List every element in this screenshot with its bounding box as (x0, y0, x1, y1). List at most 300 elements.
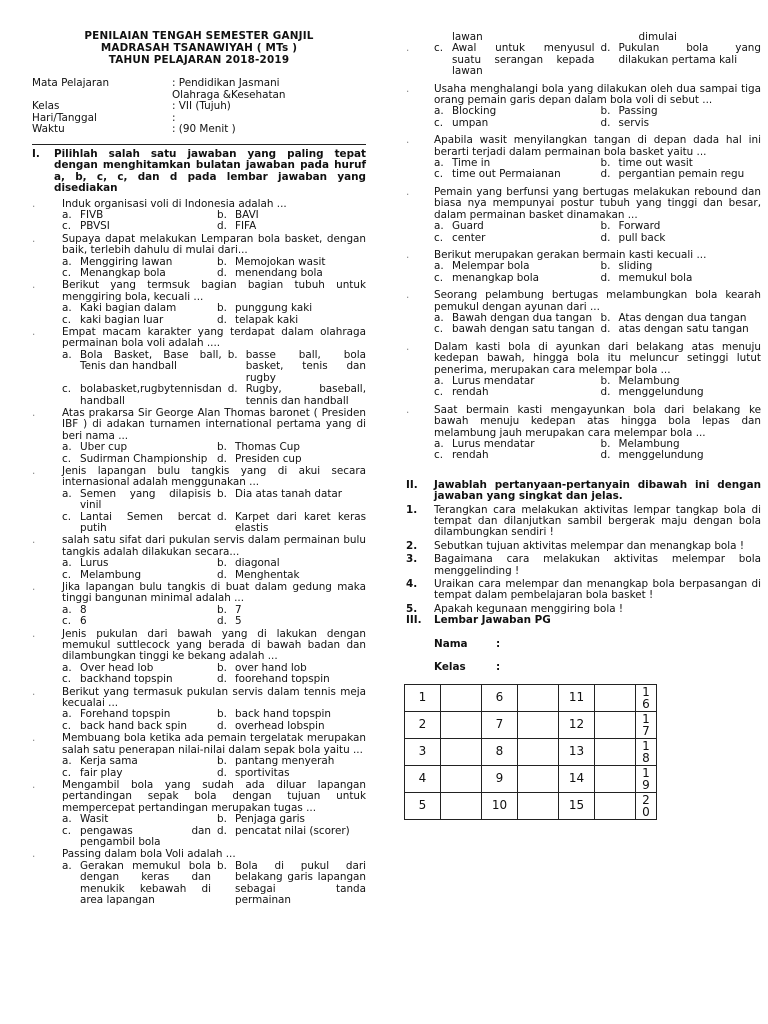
answer-option (217, 442, 366, 453)
grid-number: 5 (405, 792, 441, 819)
answer-options (434, 106, 761, 129)
question-text: Atas prakarsa Sir George Alan Thomas baronet ( Presiden IBF ) di adakan turnamen international pertama yang di beri nama ... (62, 406, 366, 442)
question-item (406, 290, 761, 336)
grid-number: 13 (559, 738, 595, 765)
question-text: Berikut merupakan gerakan bermain kasti kecuali ... (434, 248, 707, 261)
info-row (32, 78, 366, 90)
answer-option (434, 450, 595, 461)
option-letter: a. (62, 348, 72, 361)
option-text: umpan (452, 116, 489, 129)
option-letter: c. (434, 168, 444, 181)
grid-number (636, 738, 657, 765)
answer-box[interactable] (518, 792, 559, 819)
question-text: Usaha menghalangi bola yang dilakukan oleh dua sampai tiga orang pemain garis depan dalam bola voli di sebut ... (434, 82, 761, 107)
answer-box[interactable] (595, 738, 636, 765)
option-text: Lurus mendatar (452, 438, 535, 450)
bullet-mark: . (32, 534, 36, 547)
answer-option (434, 43, 595, 77)
grid-number-stacked: 1 6 (642, 684, 650, 711)
option-text: Memojokan wasit (235, 255, 326, 268)
answer-option (601, 261, 762, 272)
option-text: Gerakan memukul bola dengan keras dan menukik kebawah di area lapangan (80, 859, 211, 906)
answer-options (62, 663, 366, 686)
answer-box[interactable] (441, 738, 482, 765)
option-letter: a. (62, 255, 72, 268)
option-letter: b. (600, 105, 611, 118)
option-letter: b. (600, 260, 611, 273)
option-text: Melambung (618, 374, 680, 387)
option-letter: b. (217, 302, 227, 315)
question-text: Jenis pukulan dari bawah yang di lakukan dengan memukul suttlecock yang berada di bawah badan dan dilambungkan tinggi ke bekang adalah ... (62, 627, 366, 663)
option-text: Karpet dari karet keras elastis (235, 510, 366, 534)
answer-option (62, 674, 211, 685)
option-text: Menangkap bola (80, 267, 166, 280)
answer-option (228, 350, 366, 384)
option-letter: d. (600, 271, 611, 284)
option-text: PBVSI (80, 220, 110, 233)
grid-number: 1 (405, 684, 441, 711)
option-letter: c. (62, 824, 72, 837)
bullet-mark: . (32, 406, 36, 419)
option-letter: a. (434, 311, 444, 324)
option-letter: b. (217, 255, 227, 268)
answer-box[interactable] (441, 792, 482, 819)
answer-options (434, 221, 761, 244)
option-letter: a. (62, 859, 72, 872)
grid-number (636, 711, 657, 738)
section-1-instruction: I. Pilihlah salah satu jawaban yang paling tepat dengan menghitamkan bulatan jawaban pada huruf a, b, c, c, dan d pada lembar jawaban yang disediakan (32, 147, 366, 195)
answer-box[interactable] (518, 738, 559, 765)
option-text: telapak kaki (235, 313, 299, 326)
question-text: Dalam kasti bola di ayunkan dari belakang atas menuju kedepan bawah, hingga bola itu meluncur setinggi lutut penerima, merupakan cara melempar bola ... (434, 340, 761, 376)
option-text: Guard (452, 220, 484, 233)
option-text: time out wasit (618, 157, 693, 170)
option-letter: a. (62, 209, 72, 221)
question-text: Pemain yang berfunsi yang bertugas melakukan rebound dan biasa nya mempunyai postur tubuh yang tinggi dan besar, dalam permainan basket dinamakan ... (434, 185, 761, 221)
question-text: Jika lapangan bulu tangkis di buat dalam gedung maka tinggi bangunan minimal adalah ... (62, 581, 366, 605)
answer-box[interactable] (441, 684, 482, 711)
answer-grid (404, 684, 657, 820)
option-text: pencatat nilai (scorer) (235, 824, 350, 837)
option-text: Rugby, baseball, tennis dan handball (245, 383, 366, 407)
answer-option (434, 261, 595, 272)
questions-left (32, 199, 366, 907)
option-letter: d. (217, 719, 227, 732)
answer-option (601, 221, 762, 232)
info-row (32, 124, 366, 136)
answer-option (62, 721, 211, 732)
bullet-mark: . (406, 185, 410, 198)
question-item (32, 327, 366, 407)
option-text: Semen yang dilapisis vinil (80, 487, 211, 512)
question-text: Seorang pelambung bertugas melambungkan bola kearah pemukul dengan ayunan dari ... (434, 289, 761, 313)
essay-item (406, 505, 761, 539)
option-text: Menggiring lawan (80, 255, 173, 268)
answer-box[interactable] (595, 765, 636, 792)
option-text: Lantai Semen bercat putih (80, 510, 211, 534)
question-item (32, 466, 366, 534)
option-text: over hand lob (235, 661, 307, 674)
answer-box[interactable] (518, 765, 559, 792)
grid-number-stacked: 2 0 (642, 792, 650, 819)
answer-option (601, 387, 762, 398)
option-letter: c. (434, 386, 444, 399)
answer-options (62, 442, 366, 465)
option-letter: d. (217, 313, 227, 326)
answer-option (601, 118, 762, 129)
question-text: Berikut yang termasuk pukulan servis dalam tennis meja kecualai ... (62, 685, 366, 710)
essay-number: 4. (406, 578, 418, 591)
answer-option (62, 756, 211, 767)
option-text: atas dengan satu tangan (618, 323, 749, 336)
option-letter: d. (217, 220, 227, 233)
option-text: Forehand topspin (80, 708, 171, 721)
question-text: Jenis lapangan bulu tangkis yang di akui secara internasional adalah menggunakan ... (62, 464, 366, 489)
answer-option (217, 721, 366, 732)
answer-box[interactable] (595, 711, 636, 738)
answer-box[interactable] (441, 765, 482, 792)
option-letter: b. (217, 209, 227, 221)
option-text: Passing (618, 105, 658, 118)
essay-item (406, 554, 761, 577)
answer-option (217, 814, 366, 825)
option-text: Kerja sama (80, 755, 138, 768)
answer-option (217, 512, 366, 535)
option-letter: b. (600, 374, 611, 387)
option-letter: d. (217, 568, 227, 581)
option-letter: b. (217, 859, 227, 872)
question-item (32, 234, 366, 280)
option-letter: d. (600, 449, 611, 462)
option-letter: d. (600, 168, 611, 181)
option-letter: b. (217, 557, 227, 570)
answer-box[interactable] (518, 711, 559, 738)
info-value: : Pendidikan Jasmani (172, 77, 280, 89)
option-letter: a. (62, 661, 72, 674)
option-text: Bola Basket, Base ball, Tenis dan handball (80, 348, 222, 373)
option-text: memukul bola (618, 271, 693, 284)
answer-options (62, 257, 366, 280)
name-field: Nama : (434, 637, 501, 650)
answer-option (217, 768, 366, 779)
option-letter: d. (600, 231, 611, 244)
option-text: 7 (235, 603, 242, 616)
option-text: bawah dengan satu tangan (452, 323, 595, 336)
option-text: pergantian pemain regu (618, 168, 745, 181)
option-text: Sudirman Championship (80, 452, 208, 465)
option-text: Awal untuk menyusul suatu serangan kepada lawan (452, 42, 595, 78)
option-letter: d. (217, 766, 227, 779)
answer-option (62, 512, 211, 535)
question-item (406, 342, 761, 399)
option-letter: c. (434, 271, 444, 284)
answer-option (62, 454, 211, 465)
option-letter: d. (600, 116, 611, 129)
info-label: Hari/Tanggal (32, 111, 97, 124)
grid-number: 12 (559, 711, 595, 738)
question-item (406, 84, 761, 130)
option-letter: a. (62, 302, 72, 315)
answer-options (434, 43, 761, 77)
answer-option (217, 303, 366, 314)
option-text: time out Permaianan (452, 168, 561, 181)
question-text: Empat macam karakter yang terdapat dalam olahraga permainan bola voli adalah .... (62, 326, 366, 350)
bullet-mark: . (32, 778, 36, 791)
answer-option (217, 616, 366, 627)
answer-option (62, 558, 211, 569)
option-text: FIVB (80, 209, 104, 221)
grid-number: 10 (482, 792, 518, 819)
grid-number (636, 765, 657, 792)
grid-row (405, 792, 657, 819)
answer-option (217, 570, 366, 581)
bullet-mark: . (32, 685, 36, 698)
answer-option (601, 324, 762, 335)
divider (32, 144, 366, 145)
answer-option (217, 558, 366, 569)
option-letter: c. (62, 452, 72, 465)
answer-box[interactable] (595, 792, 636, 819)
question-item (32, 629, 366, 686)
option-letter: b. (217, 755, 227, 768)
option-text: Bawah dengan dua tangan (452, 311, 593, 324)
option-letter: a. (434, 157, 444, 170)
grid-row (405, 684, 657, 711)
answer-options (434, 439, 761, 462)
bullet-mark: . (406, 82, 410, 95)
question-item (406, 250, 761, 284)
option-letter: a. (62, 755, 72, 768)
option-letter: c. (62, 719, 72, 732)
option-text: backhand topspin (80, 673, 173, 686)
grid-number (636, 684, 657, 711)
essay-item (406, 541, 761, 552)
answer-option (217, 221, 366, 232)
option-text: menendang bola (235, 267, 323, 280)
answer-option (62, 442, 211, 453)
option-letter: a. (434, 105, 444, 118)
option-letter: b. (600, 311, 611, 324)
bullet-mark: . (32, 732, 36, 745)
option-text: bolabasket,rugbytennisdan handball (80, 383, 222, 407)
option-text: overhead lobspin (235, 719, 325, 732)
question-text: Mengambil bola yang sudah ada diluar lapangan pertandingan sepak bola dengan tujuan untuk mempercepat pertandingan merupakan tugas ... (62, 778, 366, 814)
option-letter: c. (62, 615, 72, 628)
option-letter: b. (217, 487, 227, 500)
right-column (406, 0, 761, 820)
option-text: Lurus mendatar (452, 374, 535, 387)
option-text: FIFA (235, 220, 257, 233)
option-text: menggelundung (618, 386, 704, 399)
question-text: salah satu sifat dari pukulan servis dalam permainan bulu tangkis adalah dilakukan secara... (62, 534, 366, 558)
option-letter: d. (217, 510, 227, 523)
answer-option (62, 384, 222, 407)
info-value: : VII (Tujuh) (172, 100, 231, 113)
option-letter: d. (227, 383, 238, 396)
bullet-mark: . (32, 197, 36, 210)
option-letter: c. (434, 116, 444, 129)
option-text: sportivitas (235, 766, 290, 779)
header-line-3: TAHUN PELAJARAN 2018-2019 (108, 54, 290, 66)
question-text: Supaya dapat melakukan Lemparan bola basket, dengan baik, terlebih dahulu di mulai dari... (62, 232, 366, 257)
answer-option (217, 861, 366, 907)
bullet-mark: . (32, 581, 36, 593)
option-text: fair play (80, 766, 123, 779)
grid-number: 6 (482, 684, 518, 711)
answer-option (217, 489, 366, 512)
answer-option (62, 221, 211, 232)
question-item (406, 135, 761, 181)
essay-number: 5. (406, 602, 418, 615)
option-letter: a. (434, 260, 444, 273)
question-text: Apabila wasit menyilangkan tangan di depan dada hal ini berarti terjadi dalam permainan bola basket yaitu ... (434, 134, 761, 158)
question-text: Berikut yang termsuk bagian bagian tubuh untuk menggiring bola, kecuali ... (62, 279, 366, 303)
bullet-mark: . (406, 340, 410, 353)
option-letter: a. (434, 220, 444, 233)
answer-option (62, 315, 211, 326)
answer-options (62, 605, 366, 628)
answer-option (217, 756, 366, 767)
option-letter: c. (62, 673, 72, 686)
answer-option (228, 384, 366, 407)
info-label: Mata Pelajaran (32, 77, 110, 89)
answer-option (62, 616, 211, 627)
answer-option (62, 570, 211, 581)
answer-option (434, 233, 595, 244)
answer-box[interactable] (595, 684, 636, 711)
answer-options (434, 376, 761, 399)
option-letter: b. (217, 708, 227, 721)
bullet-mark: . (32, 848, 36, 861)
option-letter: b. (217, 441, 227, 454)
essay-questions (406, 505, 761, 616)
option-text: Time in (452, 157, 491, 170)
option-letter: a. (62, 813, 72, 826)
left-column (32, 0, 366, 906)
option-text: Menghentak (235, 568, 300, 581)
option-text: sliding (618, 260, 653, 273)
grid-number (636, 792, 657, 819)
answer-option (62, 826, 211, 849)
bullet-mark: . (32, 326, 36, 339)
grid-number: 8 (482, 738, 518, 765)
answer-option (601, 273, 762, 284)
option-letter: c. (434, 323, 444, 336)
option-letter: d. (217, 615, 227, 628)
question-item (32, 535, 366, 581)
essay-number: 2. (406, 539, 418, 552)
answer-options (62, 558, 366, 581)
option-text: center (452, 231, 486, 244)
option-letter: b. (600, 220, 611, 233)
option-text: diagonal (235, 557, 280, 570)
option-text: Forward (618, 220, 661, 233)
option-text: Melempar bola (452, 260, 530, 273)
answer-box[interactable] (441, 711, 482, 738)
option-letter: d. (217, 267, 227, 280)
option-text: 5 (235, 615, 242, 628)
option-text: Pukulan bola yang dilakukan pertama kali (618, 42, 761, 66)
option-letter: a. (62, 603, 72, 616)
bullet-mark: . (406, 42, 410, 55)
grid-number-stacked: 1 9 (642, 765, 650, 792)
bullet-mark: . (406, 134, 410, 147)
answer-option (434, 387, 595, 398)
option-text: basse ball, bola basket, tenis dan rugby (245, 348, 366, 384)
answer-option (62, 768, 211, 779)
section-3-title: III. Lembar Jawaban PG (406, 614, 551, 627)
answer-option (217, 826, 366, 849)
question-item (32, 733, 366, 779)
option-text: rendah (452, 449, 489, 462)
grid-number: 7 (482, 711, 518, 738)
option-text: pengawas dan pengambil bola (80, 824, 211, 848)
answer-options (62, 756, 366, 779)
option-text: 6 (80, 615, 87, 628)
option-letter: d. (217, 452, 227, 465)
option-letter: c. (62, 383, 72, 396)
option-letter: c. (434, 42, 444, 55)
answer-options (62, 489, 366, 535)
essay-item (406, 579, 761, 602)
option-text: Kaki bagian dalam (80, 302, 177, 315)
grid-number-stacked: 1 7 (642, 711, 650, 738)
option-letter: d. (600, 323, 611, 336)
bullet-mark: . (406, 289, 410, 302)
grid-number: 2 (405, 711, 441, 738)
option-text: menangkap bola (452, 271, 539, 284)
header-line-1: PENILAIAN TENGAH SEMESTER GANJIL (84, 30, 314, 42)
question-item (32, 687, 366, 733)
grid-number: 14 (559, 765, 595, 792)
answer-options (62, 210, 366, 233)
option-letter: c. (62, 766, 72, 779)
option-text: Blocking (452, 105, 497, 118)
option-letter: a. (62, 487, 72, 500)
bullet-mark: . (406, 248, 410, 261)
option-letter: a. (62, 708, 72, 721)
option-letter: d. (600, 42, 611, 55)
option-text: Atas dengan dua tangan (618, 311, 747, 324)
answer-options (434, 261, 761, 284)
answer-options (434, 158, 761, 181)
option-letter: d. (217, 673, 227, 686)
answer-option (62, 489, 211, 512)
bullet-mark: . (32, 627, 36, 640)
option-letter: c. (62, 220, 72, 233)
grid-row (405, 738, 657, 765)
answer-option (217, 674, 366, 685)
answer-option (62, 350, 222, 384)
info-value: : (90 Menit ) (172, 123, 236, 136)
option-text: servis (618, 116, 650, 129)
answer-option (601, 450, 762, 461)
option-text: Presiden cup (235, 452, 302, 465)
info-value: Olahraga &Kesehatan (172, 88, 286, 101)
answer-option (217, 454, 366, 465)
answer-option (434, 118, 595, 129)
option-text: back hand topspin (235, 708, 331, 721)
exam-info (32, 78, 366, 136)
answer-option (62, 268, 211, 279)
question-text: Membuang bola ketika ada pemain tergelatak merupakan salah satu penerapan nilai-nilai dalam sepak bola yaitu ... (62, 732, 366, 756)
option-letter: c. (62, 568, 72, 581)
option-letter: a. (62, 557, 72, 570)
question-item (32, 199, 366, 233)
grid-number: 9 (482, 765, 518, 792)
answer-box[interactable] (518, 684, 559, 711)
question-item (32, 582, 366, 628)
